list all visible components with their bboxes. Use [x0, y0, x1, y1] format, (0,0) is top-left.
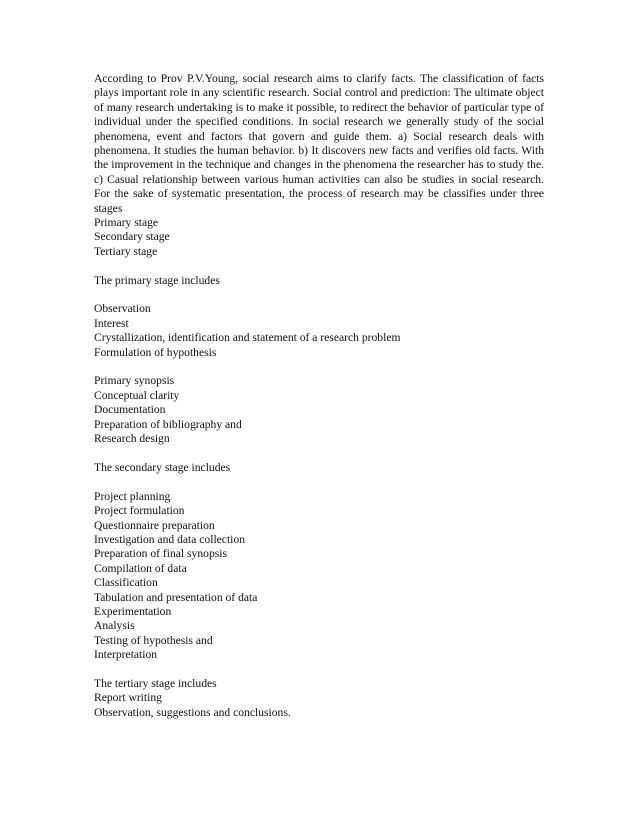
primary-item: Documentation: [94, 403, 166, 417]
secondary-item: Project planning: [94, 489, 171, 503]
secondary-item: Experimentation: [94, 604, 172, 618]
primary-item: Observation: [94, 302, 151, 316]
stage-item: Tertiary stage: [94, 244, 158, 258]
tertiary-item: Observation, suggestions and conclusions.: [94, 705, 291, 719]
stage-item: Primary stage: [94, 216, 159, 230]
secondary-stage-heading: The secondary stage includes: [94, 460, 231, 474]
primary-item: Conceptual clarity: [94, 388, 180, 402]
secondary-item: Interpretation: [94, 648, 158, 662]
blank-line: [94, 259, 544, 273]
secondary-item: Preparation of final synopsis: [94, 547, 227, 561]
blank-line: [94, 475, 544, 489]
secondary-item: Classification: [94, 576, 158, 590]
intro-paragraph: According to Prov P.V.Young, social research aims to clarify facts. The classification of facts plays important role in any scientific research. Social control and prediction: The ultimate object of many research undertaking is to make it possible, to redirect the behavior of particular type of individual under the specified conditions. In social research we generally study of the social phenomena, event and factors that govern and guide them. a) Social research deals with phenomena. It studies the human behavior. b) It discovers new facts and verifies old facts. With the improvement in the technique and changes in the phenomena the researcher has to study the. c) Casual relationship between various human activities can also be studies in social research. For the sake of systematic presentation, the process of research may be classifies under three stages: [94, 72, 544, 215]
blank-line: [94, 360, 544, 374]
document-body: [94, 72, 544, 720]
secondary-item: Analysis: [94, 619, 135, 633]
tertiary-item: Report writing: [94, 691, 162, 705]
stage-item: Secondary stage: [94, 230, 170, 244]
secondary-item: Tabulation and presentation of data: [94, 590, 258, 604]
primary-item: Interest: [94, 316, 129, 330]
primary-item: Formulation of hypothesis: [94, 345, 217, 359]
secondary-item: Compilation of data: [94, 561, 187, 575]
secondary-item: Investigation and data collection: [94, 532, 245, 546]
primary-item: Preparation of bibliography and: [94, 417, 242, 431]
blank-line: [94, 288, 544, 302]
secondary-item: Questionnaire preparation: [94, 518, 215, 532]
primary-item: Research design: [94, 432, 170, 446]
primary-item: Primary synopsis: [94, 374, 175, 388]
secondary-item: Project formulation: [94, 504, 185, 518]
blank-line: [94, 447, 544, 461]
tertiary-stage-heading: The tertiary stage includes: [94, 676, 217, 690]
primary-stage-heading: The primary stage includes: [94, 273, 220, 287]
secondary-item: Testing of hypothesis and: [94, 633, 213, 647]
blank-line: [94, 663, 544, 677]
primary-item: Crystallization, identification and statement of a research problem: [94, 331, 401, 345]
